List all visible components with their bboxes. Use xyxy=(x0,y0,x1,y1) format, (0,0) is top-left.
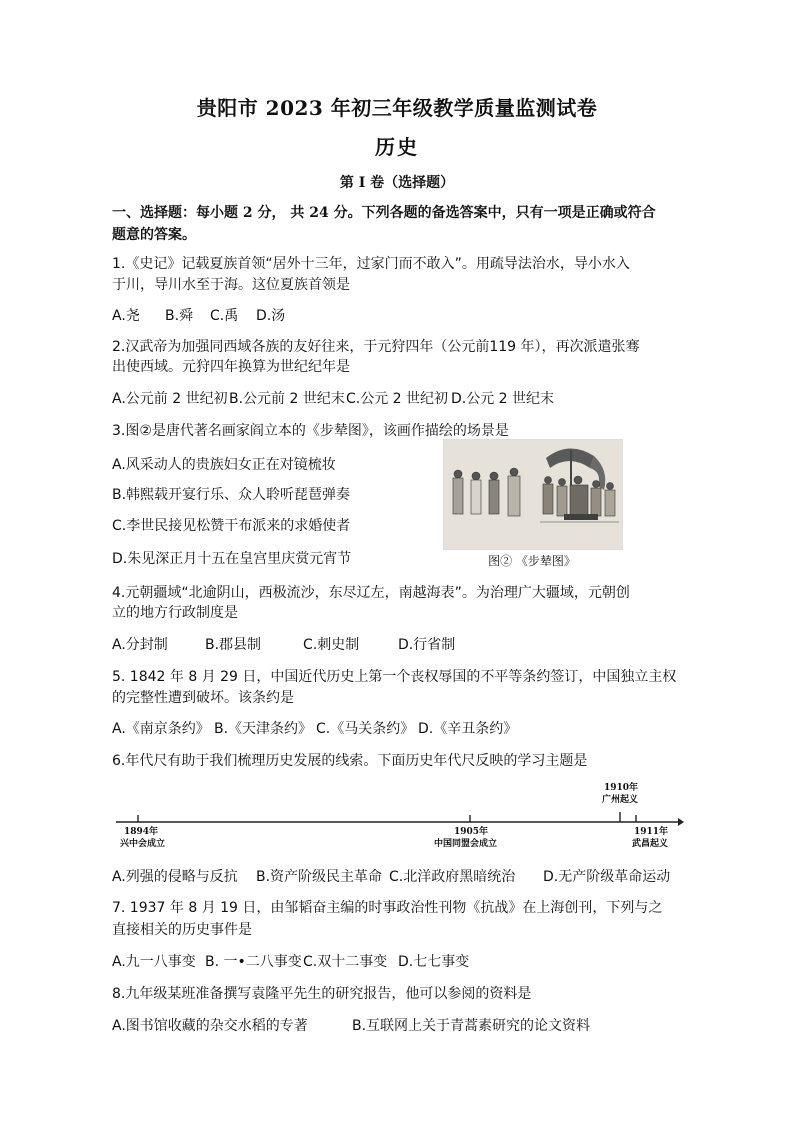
timeline-year-1905: 1905年 xyxy=(454,827,489,837)
question-3-line1: 3.图②是唐代著名画家阎立本的《步辇图》，该画作描绘的场景是 xyxy=(112,423,509,439)
question-1-line1: 1.《史记》记载夏族首领“居外十三年，过家门而不敢入”。用疏导法治水，导小水入 xyxy=(112,256,630,272)
q5-option-d: D.《辛丑条约》 xyxy=(418,721,518,737)
q3-option-a: A.风采动人的贵族妇女正在对镜梳妆 xyxy=(112,457,336,473)
exam-title: 贵阳市 2023 年初三年级教学质量监测试卷 xyxy=(196,96,598,120)
q6-option-c: C.北洋政府黑暗统治 xyxy=(389,869,516,885)
section-instruction-line2: 题意的答案。 xyxy=(112,227,196,243)
timeline-label-1910: 广州起义 xyxy=(602,795,639,805)
q7-option-b: B. 一•二八事变 xyxy=(205,954,302,970)
q2-option-c: C.公元 2 世纪初 xyxy=(346,391,449,407)
q3-option-d: D.朱见深正月十五在皇宫里庆赏元宵节 xyxy=(112,551,352,567)
q5-option-c: C.《马关条约》 xyxy=(316,721,415,737)
q1-option-d: D.汤 xyxy=(256,308,286,324)
q7-option-a: A.九一八事变 xyxy=(112,954,196,970)
timeline-label-1894: 兴中会成立 xyxy=(120,839,166,849)
q1-option-c: C.禹 xyxy=(210,308,239,324)
q6-option-a: A.列强的侵略与反抗 xyxy=(112,869,238,885)
q5-option-a: A.《南京条约》 xyxy=(112,721,210,737)
q4-option-b: B.郡县制 xyxy=(205,637,262,653)
question-4-line2: 立的地方行政制度是 xyxy=(112,605,238,621)
q3-option-b: B.韩熙载开宴行乐、众人聆听琵琶弹奏 xyxy=(112,487,351,503)
q5-option-b: B.《天津条约》 xyxy=(214,721,313,737)
history-timeline xyxy=(112,782,684,878)
q6-option-d: D.无产阶级革命运动 xyxy=(543,869,671,885)
q2-option-b: B.公元前 2 世纪末 xyxy=(229,391,345,407)
q4-option-c: C.刺史制 xyxy=(303,637,360,653)
q8-option-b: B.互联网上关于青蒿素研究的论文资料 xyxy=(352,1018,591,1034)
question-1-line2: 于川，导川水至于海。这位夏族首领是 xyxy=(112,277,350,293)
q1-option-a: A.尧 xyxy=(112,308,140,324)
q2-option-a: A.公元前 2 世纪初 xyxy=(112,391,228,407)
q3-option-c: C.李世民接见松赞干布派来的求婚使者 xyxy=(112,518,351,534)
question-5-line2: 的完整性遭到破坏。该条约是 xyxy=(112,690,294,706)
q8-option-a: A.图书馆收藏的杂交水稻的专著 xyxy=(112,1018,308,1034)
figure-2-caption: 图② 《步辇图》 xyxy=(488,554,576,568)
subject-title: 历史 xyxy=(375,135,419,159)
part-title: 第 I 卷（选择题） xyxy=(339,175,455,191)
question-4-line1: 4.元朝疆域“北逾阴山，西极流沙，东尽辽左，南越海表”。为治理广大疆域，元朝创 xyxy=(112,585,630,601)
q1-option-b: B.舜 xyxy=(165,308,194,324)
timeline-label-1905: 中国同盟会成立 xyxy=(434,839,498,849)
timeline-label-1911: 武昌起义 xyxy=(632,839,669,849)
question-7-line2: 直接相关的历史事件是 xyxy=(112,922,252,938)
timeline-year-1894: 1894年 xyxy=(124,827,159,837)
question-8-line1: 8.九年级某班准备撰写袁隆平先生的研究报告，他可以参阅的资料是 xyxy=(112,986,532,1002)
q7-option-c: C.双十二事变 xyxy=(303,954,388,970)
section-instruction-line1: 一、选择题：每小题 2 分， 共 24 分。下列各题的备选答案中，只有一项是正确或符合 xyxy=(112,205,656,221)
q2-option-d: D.公元 2 世纪末 xyxy=(451,391,555,407)
timeline-year-1911: 1911年 xyxy=(634,827,669,837)
question-5-line1: 5. 1842 年 8 月 29 日，中国近代历史上第一个丧权辱国的不平等条约签订，中国独立主权 xyxy=(112,669,677,685)
buniantu-painting-image xyxy=(443,439,623,550)
q6-option-b: B.资产阶级民主革命 xyxy=(256,869,383,885)
q7-option-d: D.七七事变 xyxy=(398,954,470,970)
timeline-year-1910: 1910年 xyxy=(604,783,639,793)
q4-option-d: D.行省制 xyxy=(398,637,456,653)
question-7-line1: 7. 1937 年 8 月 19 日，由邹韬奋主编的时事政治性刊物《抗战》在上海创刊，下列与之 xyxy=(112,900,663,916)
question-2-line2: 出使西域。元狩四年换算为世纪纪年是 xyxy=(112,359,350,375)
question-2-line1: 2.汉武帝为加强同西域各族的友好往来，于元狩四年（公元前119 年），再次派遣张骞 xyxy=(112,339,640,355)
q4-option-a: A.分封制 xyxy=(112,637,168,653)
question-6-line1: 6.年代尺有助于我们梳理历史发展的线索。下面历史年代尺反映的学习主题是 xyxy=(112,753,588,769)
